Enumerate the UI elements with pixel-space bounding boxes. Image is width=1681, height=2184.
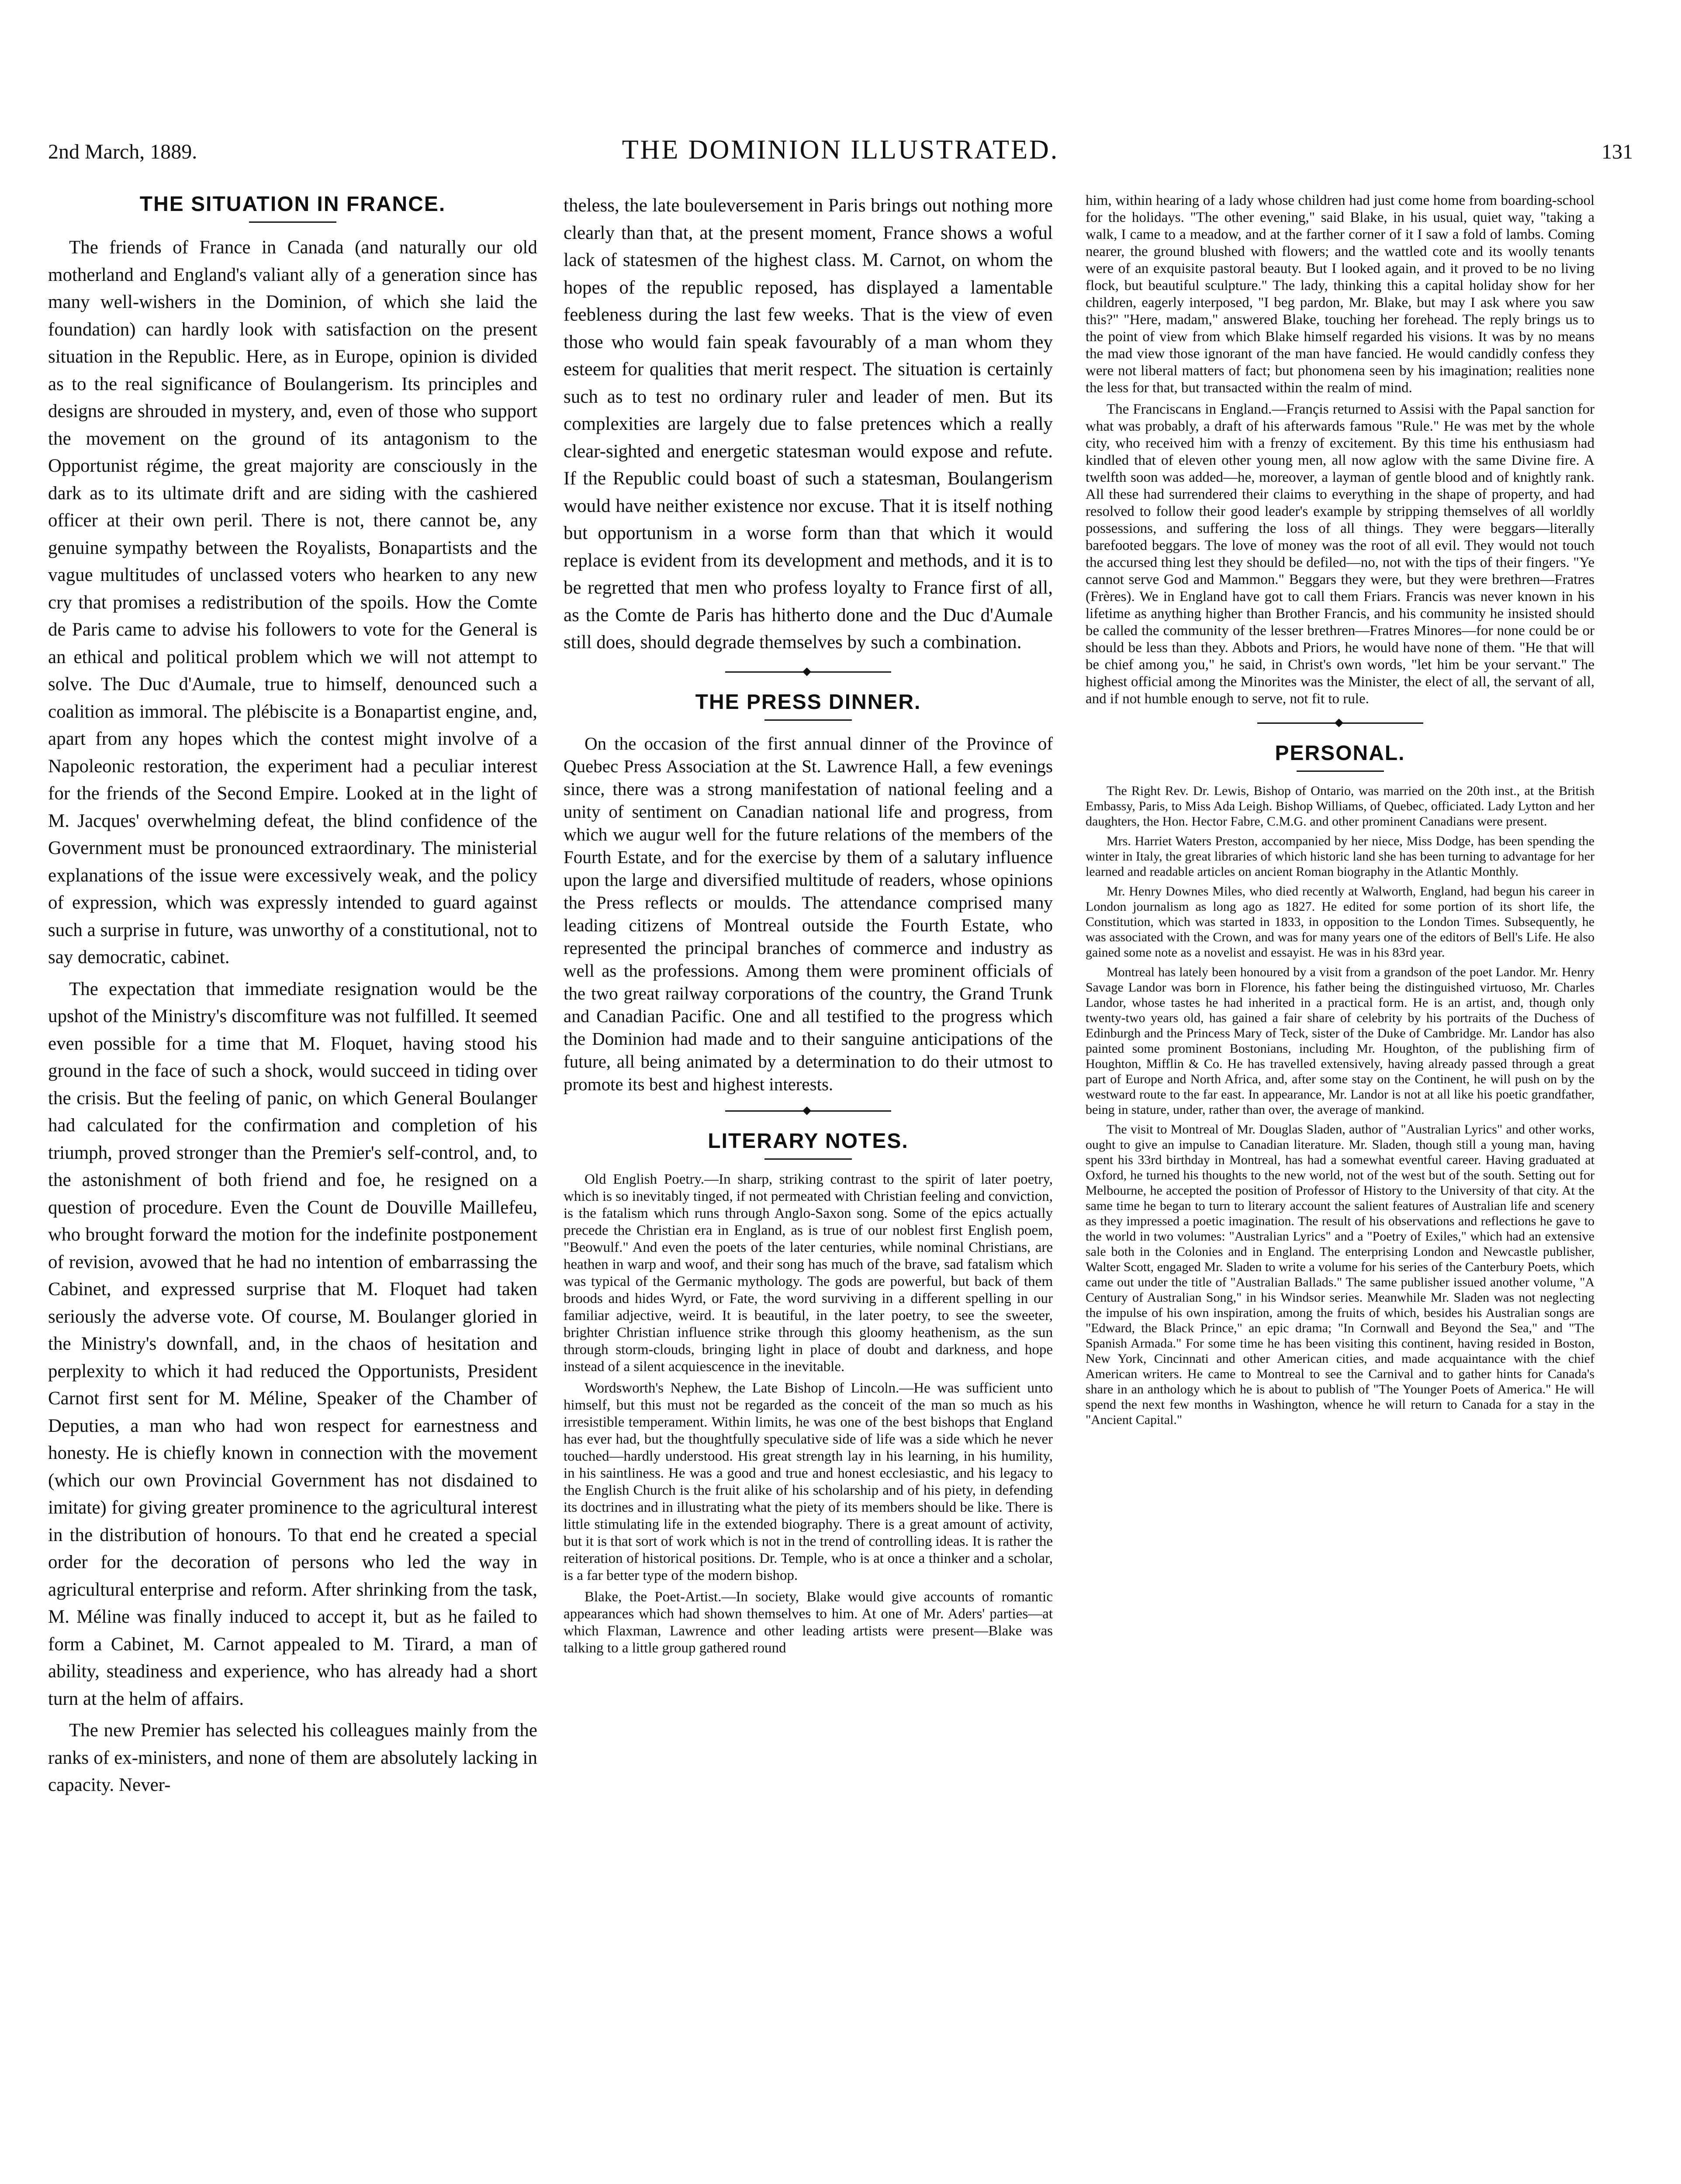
heading-rule (764, 719, 852, 721)
section-divider (1257, 722, 1423, 724)
press-dinner-text: On the occasion of the first annual dinner of the Province of Quebec Press Association at the St. Lawrence Hall, a few evenings since, there was a strong manifestation of national feeling and a unity of sentiment on Canadian national life and progress, from which we augur well for the future relations of the members of the Fourth Estate, and for the exercise by them of a salutary influence upon the large and diversified multitude of readers, whose opinions the Press reflects or moulds. The attendance comprised many leading citizens of Montreal outside the Fourth Estate, who represented the principal branches of commerce and industry as well as the professions. Among them were prominent officials of the two great railway corporations of the country, the Grand Trunk and Canadian Pacific. One and all testified to the progress which the Dominion had made and to their sanguine anticipations of the future, all being animated by a determination to do their utmost to promote its best and highest interests. (564, 733, 1053, 1094)
column-3 (1086, 192, 1595, 1432)
personal-item: Montreal has lately been honoured by a visit from a grandson of the poet Landor. Mr. Henry Savage Landor was born in Florence, his father being the distinguished virtuoso, Mr. Charles Landor, whose tastes he had inherited in a practical form. He is an artist, and, though only twenty-two years old, has gained a fair share of celebrity by his portraits of the Duchess of Edinburgh and the Princess Mary of Teck, sister of the Duke of Cambridge. Mr. Landor has also painted some prominent Bostonians, including Mr. Houghton, of the publishing firm of Houghton, Mifflin & Co. He has travelled extensively, having already passed through a great part of Europe and North Africa, and, after some stay on the Continent, he will push on by the westward route to the far east. In appearance, Mr. Landor is not at all like his poetic grandfather, being in stature, under, rather than over, the average of mankind. (1086, 965, 1595, 1117)
press-dinner-heading: THE PRESS DINNER. (695, 690, 921, 714)
personal-item: Mr. Henry Downes Miles, who died recently at Walworth, England, had begun his career in London journalism as long ago as 1827. He edited for some portion of its short life, the Constitution, which was started in 1833, in opposition to the London Times. Subsequently, he was associated with the Crown, and was for many years one of the editors of Bell's Life. He also gained some note as a novelist and essayist. He was in his 83rd year. (1086, 884, 1595, 960)
situation-paragraph-1: The friends of France in Canada (and naturally our old motherland and England's valiant ally of a generation since has many well-wishers in the Dominion, of which she laid the foundation) can hardly look with satisfaction on the present situation in the Republic. Here, as in Europe, opinion is divided as to the real significance of Boulangerism. Its principles and designs are shrouded in mystery, and, even of those who support the movement on the ground of its antagonism to the Opportunist régime, the great majority are consciously in the dark as to its ultimate drift and are siding with the cashiered officer at their own peril. There is not, there cannot be, any genuine sympathy between the Royalists, Bonapartists and the vague multitudes of unclassed voters who hearken to any new cry that promises a redistribution of the spoils. How the Comte de Paris came to advise his followers to vote for the General is an ethical and political problem which we will not attempt to solve. The Duc d'Aumale, true to himself, denounced such a coalition as immoral. The plébiscite is a Bonapartist engine, and, apart from any hopes which the contest might involve of a Napoleonic restoration, the experiment had a peculiar interest for the friends of the Second Empire. Looked at in the light of M. Jacques' overwhelming defeat, the blind confidence of the Government must be pronounced extraordinary. The ministerial explanations of the issue were excessively weak, and the policy of expression, which was expressly intended to guard against such a surprise in future, was unworthy of a constitutional, not to say democratic, cabinet. (48, 237, 537, 968)
personal-item: The visit to Montreal of Mr. Douglas Sladen, author of "Australian Lyrics" and other works, ought to give an impulse to Canadian literature. Mr. Sladen, though still a young man, having spent his 33rd birthday in Montreal, has had a somewhat eventful career. Having graduated at Oxford, he turned his thoughts to the new world, not of the west but of the south. Setting out for Melbourne, he accepted the position of Professor of History to the University of that city. At the same time he began to turn to literary account the salient features of Australian life and scenery as they impressed a poetic imagination. The result of his observations and reflections he gave to the world in two volumes: "Australian Lyrics" and a "Poetry of Exiles," which had an extensive sale both in the Colonies and in England. The enterprising London and Newcastle publisher, Walter Scott, engaged Mr. Sladen to write a volume for his series of the Canterbury Poets, which came out under the title of "Australian Ballads." The same publisher issued another volume, "A Century of Australian Song," in his Windsor series. Meanwhile Mr. Sladen was not neglecting the impulse of his own inspiration, among the fruits of which, besides his Australian songs are "Edward, the Black Prince," an epic drama; "In Cornwall and Beyond the Sea," and "The Spanish Armada." For some time he has been visiting this continent, having resided in Boston, New York, Cincinnati and other American cities, and made acquaintance with the chief American writers. He came to Montreal to see the Carnival and to gather hints for Canada's share in an anthology which he is about to publish of "The Younger Poets of America." He will spend the next few months in Washington, whence he will return to Canada for a stay in the "Ancient Capital." (1086, 1122, 1595, 1427)
publication-title: THE DOMINION ILLUSTRATED. (622, 135, 1059, 165)
situation-heading: THE SITUATION IN FRANCE. (139, 193, 446, 216)
masthead (48, 131, 1633, 170)
issue-date: 2nd March, 1889. (48, 140, 197, 163)
situation-paragraph-3: The new Premier has selected his colleagues mainly from the ranks of ex-ministers, and none of them are absolutely lacking in capacity. Never- (48, 1720, 537, 1795)
personal-heading: PERSONAL. (1275, 742, 1405, 765)
column-1 (48, 192, 537, 1804)
section-divider (725, 1110, 891, 1112)
page-number: 131 (1601, 140, 1633, 163)
heading-rule (764, 1158, 852, 1160)
section-divider (725, 671, 891, 673)
personal-item: Mrs. Harriet Waters Preston, accompanied by her niece, Miss Dodge, has been spending the winter in Italy, the great libraries of which historic land she has been turning to advantage for her learned and readable articles on ancient Roman biography in the Atlantic Monthly. (1086, 834, 1595, 879)
situation-continuation: theless, the late bouleversement in Paris brings out nothing more clearly than that, at the present moment, France shows a woful lack of statesmen of the highest class. M. Carnot, on whom the hopes of the republic reposed, has displayed a lamentable feebleness during the last few weeks. That is the view of even those who would fain speak favourably of a man whom they esteem for qualities that merit respect. The situation is certainly such as to test no ordinary ruler and leader of men. But its complexities are largely due to false pretences which a really clear-sighted and energetic statesman would expose and refute. If the Republic could boast of such a statesman, Boulangerism would have neither existence nor excuse. That it is itself nothing but opportunism in a worse form than that which it would replace is evident from its development and methods, and it is to be regretted that men who profess loyalty to France first of all, as the Comte de Paris has hitherto done and the Duc d'Aumale still does, should degrade themselves by such a combination. (564, 195, 1053, 653)
literary-note-franciscans: The Franciscans in England.—Françis returned to Assisi with the Papal sanction for what was probably, a draft of his afterwards famous "Rule." He was met by the whole city, who received him with a frenzy of excitement. By this time his enthusiasm had kindled that of eleven other young men, all now aglow with the same Divine fire. A twelfth soon was added—he, moreover, a layman of gentle blood and of knightly rank. All these had surrendered their claims to everything in the shape of property, and had resolved to follow their good leader's example by stripping themselves of all worldly possessions, and suffering the loss of all things. They were beggars—literally barefooted beggars. The love of money was the root of all evil. They would not touch the accursed thing lest they should be defiled—no, not with the tips of their fingers. "Ye cannot serve God and Mammon." Beggars they were, but they were brethren—Fratres (Frères). We in England have got to call them Friars. Francis was never known in his lifetime as anything higher than Brother Francis, and his community he insisted should be called the community of the lesser brethren—Fratres Minores—for none could be or should be less than they. Abbots and Priors, he would have none of them. "He that will be chief among you," he said, in Christ's own words, "let him be your servant." The highest official among the Minorites was the Minister, the elect of all, the servant of all, and if not humble enough to serve, not fit to rule. (1086, 401, 1595, 707)
literary-note-old-english-poetry: Old English Poetry.—In sharp, striking contrast to the spirit of later poetry, which is so inevitably tinged, if not permeated with Christian feeling and conviction, is the fatalism which runs through Anglo-Saxon song. Some of the epics actually precede the Christian era in England, as is true of our noblest first English poem, "Beowulf." And even the poets of the later centuries, while nominal Christians, are heathen in warp and woof, and their song has much of the brave, sad fatalism which was typical of the Germanic mythology. The gods are powerful, but back of them broods and hides Wyrd, or Fate, the word surviving in a different spelling in our familiar adjective, weird. It is beautiful, in the later poetry, to see the sweeter, brighter Christian influence strike through this gloomy heathenism, as the sun through storm-clouds, bringing light in place of doubt and darkness, and hope instead of a silent acquiescence in the inevitable. (564, 1171, 1053, 1375)
literary-note-blake: Blake, the Poet-Artist.—In society, Blake would give accounts of romantic appearances which had shown themselves to him. At one of Mr. Aders' parties—at which Flaxman, Lawrence and other leading artists were present—Blake was talking to a little group gathered round (564, 1589, 1053, 1656)
column-2 (564, 192, 1053, 1661)
heading-rule (249, 221, 336, 223)
personal-item: The Right Rev. Dr. Lewis, Bishop of Ontario, was married on the 20th inst., at the British Embassy, Paris, to Miss Ada Leigh. Bishop Williams, of Quebec, officiated. Lady Lytton and her daughters, the Hon. Hector Fabre, C.M.G. and other prominent Canadians were present. (1086, 784, 1595, 829)
literary-notes-heading: LITERARY NOTES. (708, 1129, 909, 1153)
literary-note-bishop-of-lincoln: Wordsworth's Nephew, the Late Bishop of Lincoln.—He was sufficient unto himself, but this must not be regarded as the conceit of the man so much as his irresistible temperament. Within limits, he was one of the best bishops that England has ever had, but the thoughtfully speculative side of life was a side which he never touched—hardly understood. His great strength lay in his learning, in his humility, in his saintliness. He was a good and true and honest ecclesiastic, and his legacy to the English Church is the fruit alike of his scholarship and of his piety, in defending its doctrines and in illustrating what the piety of its members should be like. There is little stimulating life in the extended biography. There is a great amount of activity, but it is that sort of work which is not in the trend of controlling ideas. It is rather the reiteration of historical positions. Dr. Temple, who is at once a thinker and a scholar, is a far better type of the modern bishop. (564, 1380, 1053, 1583)
heading-rule (1297, 771, 1384, 772)
literary-note-blake-continued: him, within hearing of a lady whose children had just come home from boarding-school for the holidays. "The other evening," said Blake, in his usual, quiet way, "taking a walk, I came to a meadow, and at the farther corner of it I saw a fold of lambs. Coming nearer, the ground blushed with flowers; and the wattled cote and its woolly tenants were of an exquisite pastoral beauty. But I looked again, and it proved to be no living flock, but beautiful sculpture." The lady, thinking this a capital holiday show for her children, eagerly interposed, "I beg pardon, Mr. Blake, but may I ask where you saw this?" "Here, madam," answered Blake, touching her forehead. The reply brings us to the point of view from which Blake himself regarded his visions. It was by no means the mad view those ignorant of the man have fancied. He would candidly confess they were not liberal matters of fact; but phonomena seen by his imagination; realities none the less for that, but transacted within the realm of mind. (1086, 193, 1595, 396)
situation-paragraph-2: The expectation that immediate resignation would be the upshot of the Ministry's discomfiture was not fulfilled. It seemed even possible for a time that M. Floquet, having stood his ground in the face of such a shock, would succeed in tiding over the crisis. But the feeling of panic, on which General Boulanger had calculated for the confirmation and completion of his triumph, proved stronger than the Premier's self-control, and, to the astonishment of both friend and foe, he resigned on a question of procedure. Even the Count de Douville Maillefeu, who brought forward the motion for the indefinite postponement of revision, avowed that he had no intention of embarrassing the Cabinet, and expressed surprise that M. Floquet had taken seriously the adverse vote. Of course, M. Boulanger gloried in the Ministry's downfall, and, in the chaos of hesitation and perplexity to which it had reduced the Opportunists, President Carnot first sent for M. Méline, Speaker of the Chamber of Deputies, a man who had won respect for earnestness and honesty. He is chiefly known in connection with the movement (which our own Provincial Government has not disdained to imitate) for giving greater prominence to the agricultural interest in the distribution of honours. To that end he created a special order for the decoration of persons who led the way in agricultural enterprise and reform. After shrinking from the task, M. Méline was finally induced to accept it, but as he failed to form a Cabinet, M. Carnot appealed to M. Tirard, a man of ability, steadiness and experience, who has already had a short turn at the helm of affairs. (48, 978, 537, 1709)
